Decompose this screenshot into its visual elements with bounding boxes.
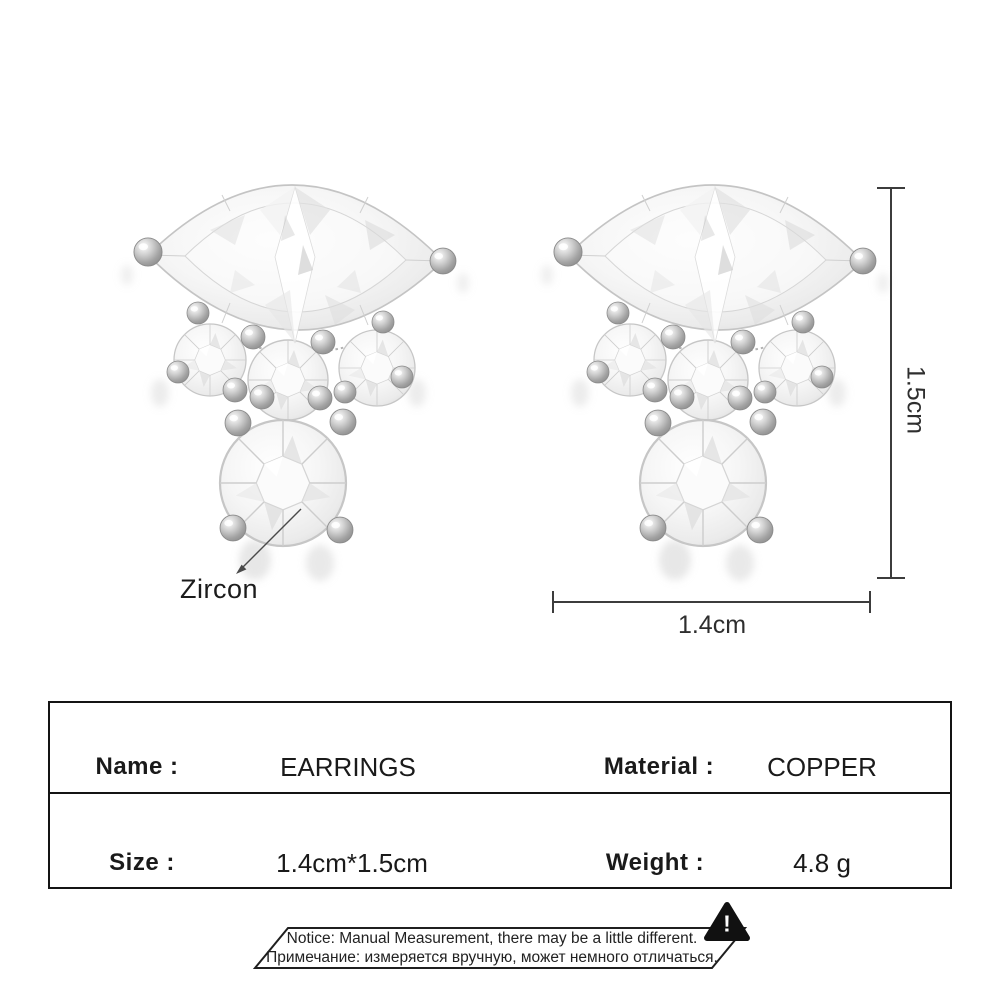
earring-photo-left	[121, 185, 469, 581]
spec-size-label: Size :	[109, 849, 175, 876]
spec-name-label: Name :	[95, 753, 179, 780]
warning-icon-glyph: !	[723, 910, 731, 937]
spec-name-value: EARRINGS	[280, 752, 416, 782]
notice-banner	[262, 929, 722, 967]
zircon-label: Zircon	[180, 574, 259, 604]
spec-weight-label: Weight :	[605, 849, 705, 876]
spec-table-row-divider	[48, 792, 952, 794]
height-dimension-label: 1.5cm	[901, 365, 930, 435]
width-dimension-label: 1.4cm	[677, 611, 747, 639]
spec-weight-value: 4.8 g	[793, 848, 851, 878]
spec-size-value: 1.4cm*1.5cm	[276, 848, 428, 878]
notice-line-ru: Примечание: измеряется вручную, может немного отличаться.	[266, 949, 718, 966]
spec-material-label: Material :	[603, 753, 715, 780]
width-dimension-line	[553, 591, 870, 613]
earring-photo-right	[541, 185, 889, 581]
spec-material-value: COPPER	[767, 752, 877, 782]
notice-line-en: Notice: Manual Measurement, there may be a little different.	[286, 930, 698, 947]
